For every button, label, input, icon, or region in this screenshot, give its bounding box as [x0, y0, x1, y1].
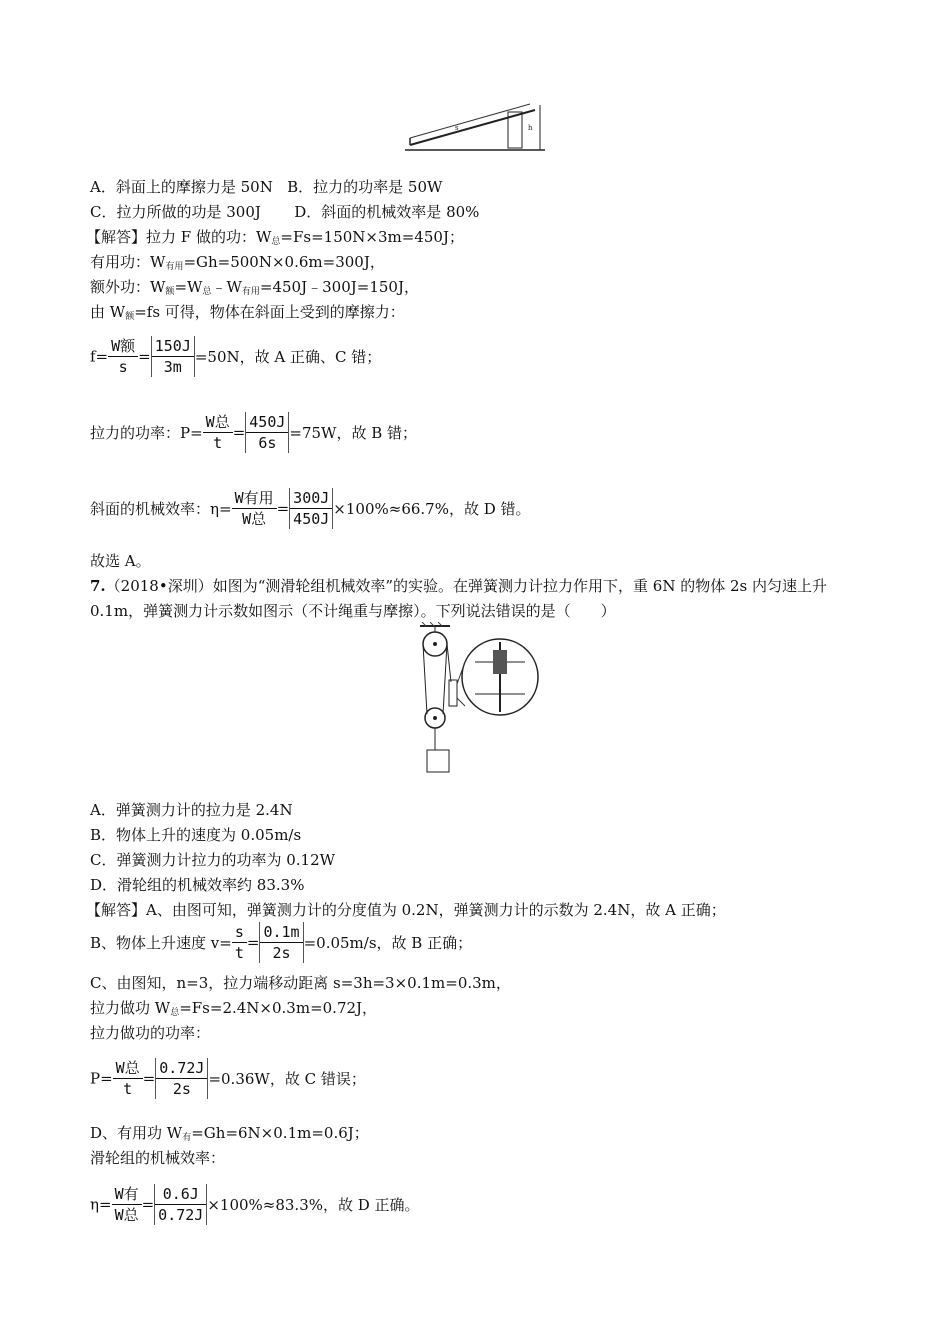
svg-text:h: h: [528, 124, 533, 132]
denominator: 6s: [258, 434, 277, 452]
subscript: 总: [170, 1008, 180, 1018]
formula-suffix: =75W，故 B 错；: [289, 424, 418, 442]
q6-text: 由 W: [90, 303, 126, 321]
q6-option-c: C．拉力所做的功是 300J: [90, 203, 261, 221]
denominator: 3m: [163, 358, 182, 376]
q7-answer-c2: [90, 998, 377, 1023]
denominator: 0.72J: [158, 1206, 204, 1224]
q7-answer-d1: [90, 1123, 369, 1148]
q6-answer-line2: [90, 252, 385, 277]
q6-options-ab: [90, 177, 442, 197]
q6-text: 有用功：W: [90, 253, 166, 271]
q7-velocity-formula: B、物体上升速度 v= $\frac{s}{t}$ = $\frac{0.1m}{2s}$ =0.05m/s，故 B 正确；: [90, 923, 473, 962]
denominator: 2s: [272, 944, 291, 962]
q6-text: =Fs=150N×3m=450J；: [280, 228, 464, 246]
formula-prefix: B、物体上升速度 v=: [90, 934, 232, 952]
fraction: [108, 336, 138, 377]
numerator: 0.1m: [260, 922, 302, 943]
formula-prefix: η=: [90, 1195, 112, 1214]
q7-option-b: B．物体上升的速度为 0.05m/s: [90, 826, 302, 844]
q6-option-d: D．斜面的机械效率是 80%: [294, 203, 480, 221]
q6-power-formula: 拉力的功率：P= W总 t = $\frac{450J}{6s}$ =75W，故 B 错；: [90, 413, 418, 452]
q7-power-formula: P= W总 t = $\frac{0.72J}{2s}$ =0.36W，故 C 错误；: [90, 1059, 366, 1098]
q6-text: =450J﹣300J=150J，: [259, 278, 419, 296]
q7-text: A、由图可知，弹簧测力计的分度值为 0.2N，弹簧测力计的示数为 2.4N，故 A 正确；: [146, 901, 726, 919]
subscript: 有用: [165, 262, 184, 272]
q7-answer-c1: C、由图知，n=3，拉力端移动距离 s=3h=3×0.1m=0.3m，: [90, 974, 511, 992]
q7-text: =Gh=6N×0.1m=0.6J；: [191, 1124, 369, 1142]
answer-label: 【解答】: [86, 228, 147, 246]
q6-friction-formula: f= W额 s = $\frac{150J}{3m}$ =50N，故 A 正确、C 错；: [90, 337, 382, 376]
q7-option-c: C．弹簧测力计拉力的功率为 0.12W: [90, 851, 336, 869]
formula-suffix: ×100%≈83.3%，故 D 正确。: [207, 1196, 420, 1214]
svg-text:s: s: [455, 124, 459, 132]
formula-suffix: =50N，故 A 正确、C 错；: [194, 348, 382, 366]
q6-option-a: A．斜面上的摩擦力是 50N: [90, 178, 273, 196]
denominator: t: [234, 944, 244, 962]
denominator: W总: [114, 1206, 139, 1224]
q6-text: =fs 可得，物体在斜面上受到的摩擦力：: [134, 303, 405, 321]
denominator: W总: [242, 510, 267, 528]
formula-suffix: =0.05m/s，故 B 正确；: [303, 934, 473, 952]
q7-stem-line1: [90, 576, 827, 596]
q6-text: =W: [174, 278, 203, 296]
q7-number: 7.: [90, 577, 106, 595]
numerator: W有: [112, 1184, 142, 1205]
q6-text: 额外功：W: [90, 278, 166, 296]
numerator: W总: [203, 412, 233, 433]
q7-answer-a: [86, 900, 726, 920]
numerator: s: [232, 922, 247, 943]
fraction: [151, 336, 195, 377]
denominator: t: [123, 1080, 133, 1098]
formula-prefix: f=: [90, 347, 109, 366]
numerator: 150J: [152, 336, 194, 357]
denominator: 2s: [172, 1080, 191, 1098]
q6-answer-line4: [90, 302, 405, 327]
fraction: [113, 1058, 143, 1099]
q7-answer-c3: 拉力做功的功率：: [90, 1024, 211, 1042]
answer-label: 【解答】: [86, 901, 147, 919]
numerator: 450J: [246, 412, 288, 433]
q6-choose: 故选 A。: [90, 552, 151, 570]
q7-option-a: A．弹簧测力计的拉力是 2.4N: [90, 801, 293, 819]
fraction: [232, 488, 277, 529]
q7-text: D、有用功 W: [90, 1124, 183, 1142]
q7-efficiency-formula: η= W有 W总 = $\frac{0.6J}{0.72J}$ ×100%≈83.3%，故 D 正确。: [90, 1185, 420, 1224]
q7-option-d: D．滑轮组的机械效率约 83.3%: [90, 876, 305, 894]
q7-answer-d2: 滑轮组的机械效率：: [90, 1149, 226, 1167]
formula-suffix: =0.36W，故 C 错误；: [208, 1070, 366, 1088]
q6-text: 拉力 F 做的功：W: [146, 228, 272, 246]
denominator: t: [213, 434, 223, 452]
q6-option-b: B．拉力的功率是 50W: [287, 178, 443, 196]
formula-prefix: P=: [90, 1069, 113, 1088]
fraction: [155, 1058, 208, 1099]
incline-diagram: [400, 100, 550, 155]
subscript: 总: [271, 237, 281, 247]
subscript: 有用: [241, 287, 260, 297]
denominator: s: [118, 358, 128, 376]
formula-prefix: 拉力的功率：P=: [90, 424, 203, 442]
subscript: 有: [182, 1133, 192, 1143]
q6-options-cd: [90, 202, 479, 222]
formula-prefix: 斜面的机械效率：η=: [90, 500, 232, 518]
numerator: W有用: [232, 488, 277, 509]
q7-stem-line2: 0.1m，弹簧测力计示数如图示（不计绳重与摩擦）。下列说法错误的是（ ）: [90, 602, 616, 620]
formula-suffix: ×100%≈66.7%，故 D 错。: [333, 500, 531, 518]
q6-efficiency-formula: 斜面的机械效率：η= W有用 W总 = $\frac{300J}{450J}$ ×100%≈66.7%，故 D 错。: [90, 489, 531, 528]
numerator: W额: [108, 336, 138, 357]
numerator: 0.72J: [156, 1058, 207, 1079]
q7-stem: （2018•深圳）如图为“测滑轮组机械效率”的实验。在弹簧测力计拉力作用下，重 6N 的物体 2s 内匀速上升: [105, 577, 828, 595]
subscript: 额: [165, 287, 175, 297]
subscript: 总: [202, 287, 212, 297]
fraction: [245, 412, 289, 453]
fraction: [154, 1184, 207, 1225]
numerator: 300J: [290, 488, 332, 509]
fraction: [203, 412, 233, 453]
q7-text: =Fs=2.4N×0.3m=0.72J，: [179, 999, 378, 1017]
fraction: [232, 922, 247, 963]
fraction: [112, 1184, 142, 1225]
numerator: W总: [113, 1058, 143, 1079]
incline-figure: [400, 100, 550, 155]
q7-text: 拉力做功 W: [90, 999, 171, 1017]
q6-text: =Gh=500N×0.6m=300J，: [183, 253, 385, 271]
q6-text: ﹣W: [211, 278, 242, 296]
pulley-figure: [405, 622, 545, 776]
pulley-diagram: [405, 622, 545, 776]
fraction: [289, 488, 333, 529]
q6-answer-line3: [90, 277, 419, 302]
denominator: 450J: [293, 510, 330, 528]
numerator: 0.6J: [155, 1184, 206, 1205]
q6-answer-line1: [86, 227, 464, 252]
fraction: [259, 922, 303, 963]
subscript: 额: [125, 312, 135, 322]
